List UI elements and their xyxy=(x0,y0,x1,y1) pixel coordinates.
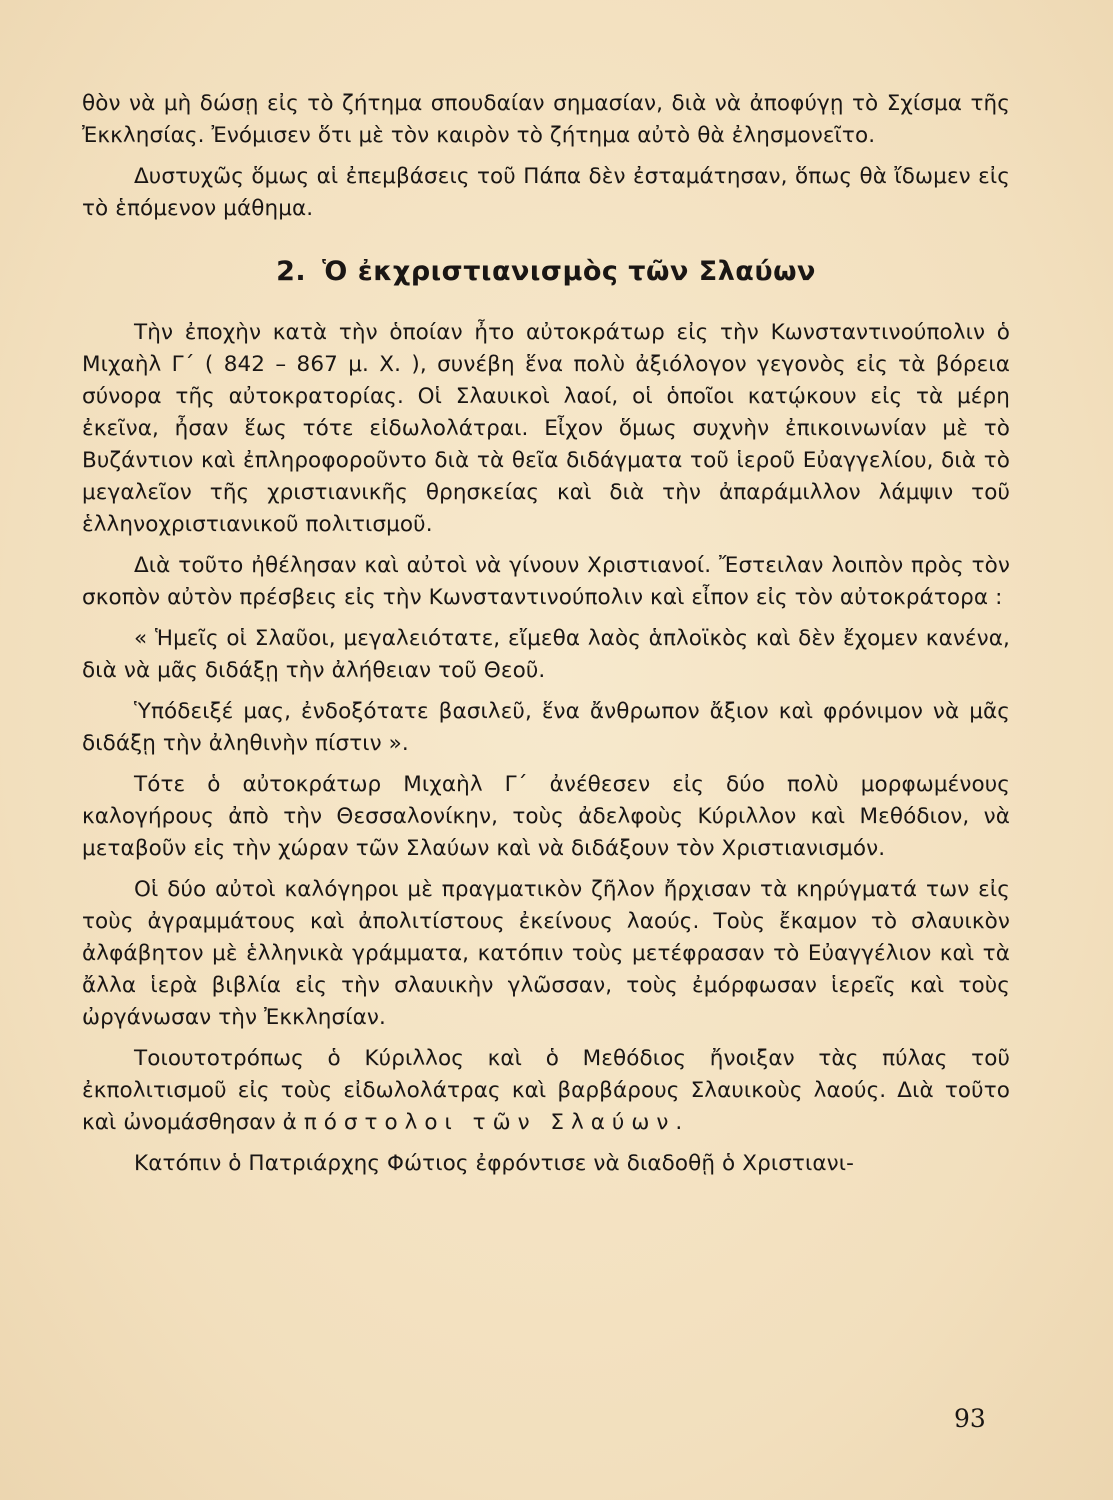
section-number: 2. xyxy=(276,256,307,287)
last-line: Κατόπιν ὁ Πατριάρχης Φώτιος ἐφρόντισε νὰ διαδοθῇ ὁ Χριστιανι- xyxy=(134,1151,854,1176)
body-paragraph-1: Τὴν ἐποχὴν κατὰ τὴν ὁποίαν ἦτο αὐτοκράτωρ εἰς τὴν Κωνσταντινούπολιν ὁ Μιχαὴλ Γ΄ ( 842 – 867 μ. Χ. ), συνέβη ἕνα πολὺ ἀξιόλογον γεγονὸς εἰς τὰ βόρεια σύνορα τῆς αὐτοκρατορίας. Οἱ Σλαυικοὶ λαοί, οἱ ὁποῖοι κατῴκουν εἰς τὰ μέρη ἐκεῖνα, ἦσαν ἕως τότε εἰδωλολάτραι. Εἶχον ὅμως συχνὴν ἐπικοινωνίαν μὲ τὸ Βυζάντιον καὶ ἐπληροφοροῦντο διὰ τὰ θεῖα διδάγματα τοῦ ἱεροῦ Εὐαγγελίου, διὰ τὸ μεγαλεῖον τῆς χριστιανικῆς θρησκείας καὶ διὰ τὴν ἀπαράμιλλον λάμψιν τοῦ ἑλληνοχριστιανικοῦ πολιτισμοῦ. xyxy=(82,320,1010,537)
closing-end: . xyxy=(675,1110,683,1135)
section-title: Ὁ ἐκχριστιανισμὸς τῶν Σλαύων xyxy=(322,256,816,287)
quote-paragraph-1: « Ἡμεῖς οἱ Σλαῦοι, μεγαλειότατε, εἴμεθα λαὸς ἁπλοϊκὸς καὶ δὲν ἔχομεν κανένα, διὰ νὰ μᾶς διδάξῃ τὴν ἀλήθειαν τοῦ Θεοῦ. xyxy=(82,626,1010,683)
quote-paragraph-2: Ὑπόδειξέ μας, ἐνδοξότατε βασιλεῦ, ἕνα ἄνθρωπον ἄξιον καὶ φρόνιμον νὰ μᾶς διδάξῃ τὴν ἀληθινὴν πίστιν ». xyxy=(82,699,1010,756)
page-text xyxy=(82,88,1010,1189)
closing-text: Τοιουτοτρόπως ὁ Κύριλλος καὶ ὁ Μεθόδιος ἤνοιξαν τὰς πύλας τοῦ ἐκπολιτισμοῦ εἰς τοὺς εἰδωλολάτρας καὶ βαρβάρους Σλαυικοὺς λαούς. Διὰ τοῦτο καὶ ὠνομάσθησαν xyxy=(82,1046,1010,1135)
body-paragraph-3: Τότε ὁ αὐτοκράτωρ Μιχαὴλ Γ΄ ἀνέθεσεν εἰς δύο πολὺ μορφωμένους καλογήρους ἀπὸ τὴν Θεσσαλονίκην, τοὺς ἀδελφοὺς Κύριλλον καὶ Μεθόδιον, νὰ μεταβοῦν εἰς τὴν χώραν τῶν Σλαύων καὶ νὰ διδάξουν τὸν Χριστιανισμόν. xyxy=(82,772,1010,861)
intro-paragraph-1: θὸν νὰ μὴ δώσῃ εἰς τὸ ζήτημα σπουδαίαν σημασίαν, διὰ νὰ ἀποφύγῃ τὸ Σχίσμα τῆς Ἐκκλησίας. Ἐνόμισεν ὅτι μὲ τὸν καιρὸν τὸ ζήτημα αὐτὸ θὰ ἐλησμονεῖτο. xyxy=(82,91,1010,148)
closing-emphasis: ἀπόστολοι τῶν Σλαύων xyxy=(282,1110,676,1135)
intro-paragraph-2: Δυστυχῶς ὅμως αἱ ἐπεμβάσεις τοῦ Πάπα δὲν ἐσταμάτησαν, ὅπως θὰ ἴδωμεν εἰς τὸ ἑπόμενον μάθημα. xyxy=(82,164,1010,221)
section-heading xyxy=(82,255,1010,289)
body-paragraph-4: Οἱ δύο αὐτοὶ καλόγηροι μὲ πραγματικὸν ζῆλον ἤρχισαν τὰ κηρύγματά των εἰς τοὺς ἀγραμμάτους καὶ ἀπολιτίστους ἐκείνους λαούς. Τοὺς ἔκαμον τὸ σλαυικὸν ἀλφάβητον μὲ ἑλληνικὰ γράμματα, κατόπιν τοὺς μετέφρασαν τὸ Εὐαγγέλιον καὶ τὰ ἄλλα ἱερὰ βιβλία εἰς τὴν σλαυικὴν γλῶσσαν, τοὺς ἐμόρφωσαν ἱερεῖς καὶ τοὺς ὠργάνωσαν τὴν Ἐκκλησίαν. xyxy=(82,877,1010,1030)
closing-paragraph xyxy=(82,1043,1010,1139)
page-number: 93 xyxy=(954,1404,986,1433)
body-paragraph-2: Διὰ τοῦτο ἠθέλησαν καὶ αὐτοὶ νὰ γίνουν Χριστιανοί. Ἔστειλαν λοιπὸν πρὸς τὸν σκοπὸν αὐτὸν πρέσβεις εἰς τὴν Κωνσταντινούπολιν καὶ εἶπον εἰς τὸν αὐτοκράτορα : xyxy=(82,553,1010,610)
